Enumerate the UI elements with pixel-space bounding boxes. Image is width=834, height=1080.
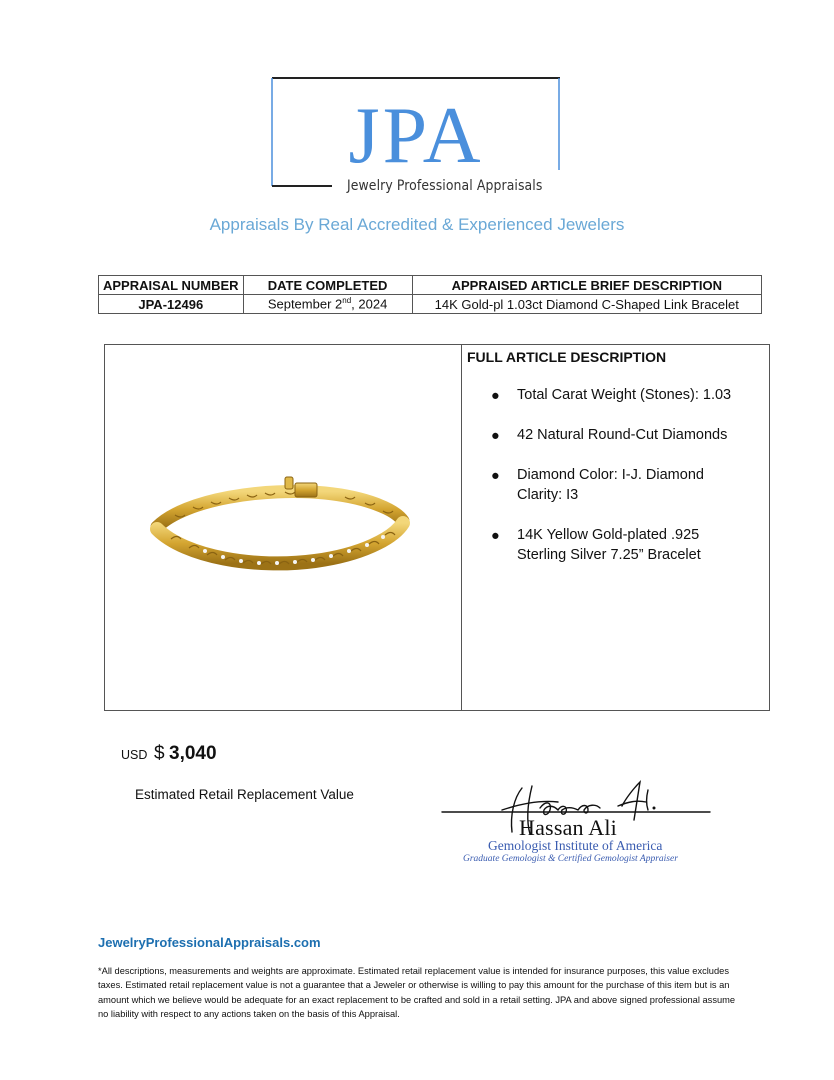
bracelet-photo bbox=[145, 469, 415, 579]
description-text: Total Carat Weight (Stones): 1.03 bbox=[517, 387, 732, 403]
currency-code: USD bbox=[121, 748, 148, 762]
description-text: 14K Yellow Gold-plated .925 Sterling Silver 7.25” Bracelet bbox=[517, 527, 701, 563]
appraisal-summary-table bbox=[98, 275, 762, 314]
appraised-value: 3,040 bbox=[169, 743, 217, 764]
logo-tagline: Jewelry Professional Appraisals bbox=[347, 178, 543, 194]
disclaimer-text: *All descriptions, measurements and weights are approximate. Estimated retail replacement value is intended for insurance purposes, this value excludes taxes. Estimated retail replacement value is not a guarantee that a Jeweler or otherwise is willing to pay this amount for the purchase of this item but is an amount which we believe would be adequate for an exact replacement to be crafted and sold in a retail setting. JPA and above signed professional assume no liability with respect to any actions taken on the basis of this Appraisal. bbox=[98, 966, 736, 1019]
date-prefix: September 2 bbox=[267, 296, 343, 312]
list-item bbox=[491, 525, 751, 565]
header-date-completed: DATE COMPLETED bbox=[243, 276, 412, 295]
description-text: 42 Natural Round-Cut Diamonds bbox=[517, 427, 728, 443]
logo-letters: JPA bbox=[348, 92, 484, 180]
article-box bbox=[104, 344, 770, 711]
list-item bbox=[491, 465, 751, 505]
header-brief-description: APPRAISED ARTICLE BRIEF DESCRIPTION bbox=[412, 276, 761, 295]
list-item bbox=[491, 385, 751, 405]
bullet-icon: ● bbox=[491, 428, 500, 444]
appraiser-name: Hassan Ali bbox=[519, 815, 617, 840]
currency-symbol: $ bbox=[154, 743, 165, 764]
full-description-title: FULL ARTICLE DESCRIPTION bbox=[467, 349, 667, 365]
table-header-row bbox=[99, 276, 762, 295]
appraiser-title: Graduate Gemologist & Certified Gemologist Appraiser bbox=[463, 854, 678, 864]
bullet-icon: ● bbox=[491, 468, 500, 484]
website-link[interactable]: JewelryProfessionalAppraisals.com bbox=[98, 935, 321, 950]
value-label: Estimated Retail Replacement Value bbox=[135, 787, 354, 802]
date-completed bbox=[243, 295, 412, 314]
list-item bbox=[491, 425, 751, 445]
appraiser-organization: Gemologist Institute of America bbox=[488, 838, 663, 853]
box-divider bbox=[461, 345, 462, 710]
header-appraisal-number: APPRAISAL NUMBER bbox=[99, 276, 244, 295]
table-row bbox=[99, 295, 762, 314]
date-rest: , 2024 bbox=[351, 296, 388, 312]
description-list bbox=[491, 385, 751, 585]
bullet-icon: ● bbox=[491, 528, 500, 544]
date-suffix: nd bbox=[342, 296, 352, 306]
appraisal-number: JPA-12496 bbox=[99, 295, 244, 314]
bullet-icon: ● bbox=[491, 388, 500, 404]
brief-description: 14K Gold-pl 1.03ct Diamond C-Shaped Link Bracelet bbox=[412, 295, 761, 314]
description-text: Diamond Color: I-J. Diamond Clarity: I3 bbox=[517, 467, 704, 503]
company-tagline: Appraisals By Real Accredited & Experienced Jewelers bbox=[209, 215, 625, 234]
